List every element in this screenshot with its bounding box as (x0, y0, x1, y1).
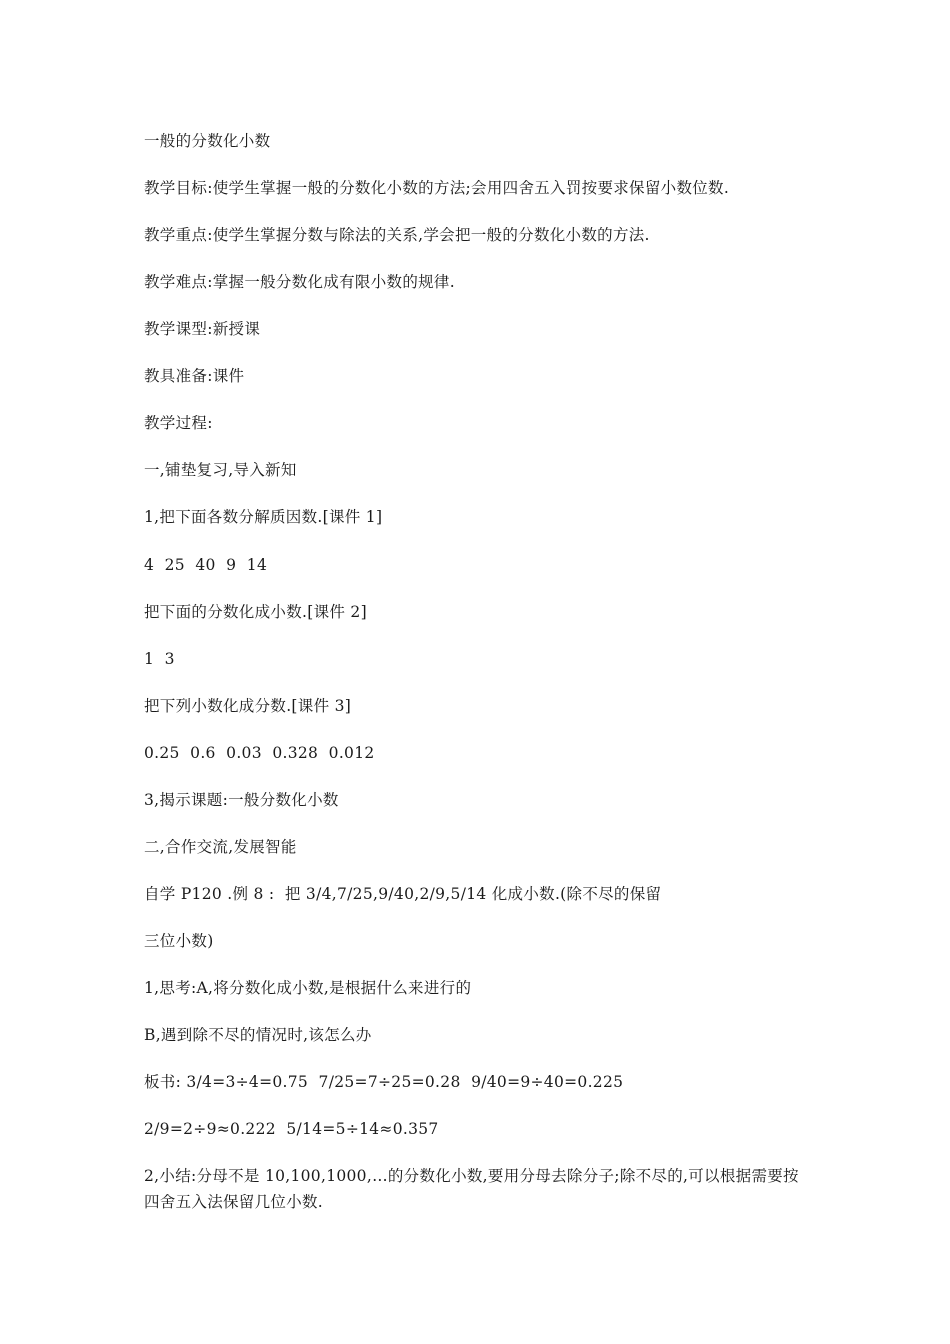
review-decimals: 0.25 0.6 0.03 0.328 0.012 (144, 744, 375, 762)
teaching-process-heading: 教学过程: (144, 414, 213, 432)
self-study-example-cont: 三位小数) (144, 932, 214, 950)
document-title: 一般的分数化小数 (144, 132, 271, 150)
review-item-2: 把下面的分数化成小数.[课件 2] (144, 603, 367, 621)
board-writing-2: 2/9=2÷9≈0.222 5/14=5÷14≈0.357 (144, 1120, 439, 1138)
review-item-3: 把下列小数化成分数.[课件 3] (144, 697, 352, 715)
summary: 2,小结:分母不是 10,100,1000,…的分数化小数,要用分母去除分子;除不尽的,可以根据需要按四舍五入法保留几位小数. (144, 1167, 799, 1211)
self-study-example: 自学 P120 .例 8 : 把 3/4,7/25,9/40,2/9,5/14 化成小数.(除不尽的保留 (144, 885, 662, 903)
teaching-aids: 教具准备:课件 (144, 367, 245, 385)
reveal-topic: 3,揭示课题:一般分数化小数 (144, 791, 339, 809)
teaching-difficulty: 教学难点:掌握一般分数化成有限小数的规律. (144, 273, 455, 291)
section-two-heading: 二,合作交流,发展智能 (144, 838, 297, 856)
think-question-b: B,遇到除不尽的情况时,该怎么办 (144, 1026, 372, 1044)
board-writing-1: 板书: 3/4=3÷4=0.75 7/25=7÷25=0.28 9/40=9÷40=0.225 (144, 1073, 624, 1091)
review-fractions: 1 3 (144, 650, 175, 668)
teaching-focus: 教学重点:使学生掌握分数与除法的关系,学会把一般的分数化小数的方法. (144, 226, 650, 244)
think-question-a: 1,思考:A,将分数化成小数,是根据什么来进行的 (144, 979, 472, 997)
section-one-heading: 一,铺垫复习,导入新知 (144, 461, 297, 479)
lesson-type: 教学课型:新授课 (144, 320, 261, 338)
review-numbers: 4 25 40 9 14 (144, 556, 268, 574)
review-item-1: 1,把下面各数分解质因数.[课件 1] (144, 508, 383, 526)
teaching-goal: 教学目标:使学生掌握一般的分数化小数的方法;会用四舍五入罚按要求保留小数位数. (144, 179, 730, 197)
